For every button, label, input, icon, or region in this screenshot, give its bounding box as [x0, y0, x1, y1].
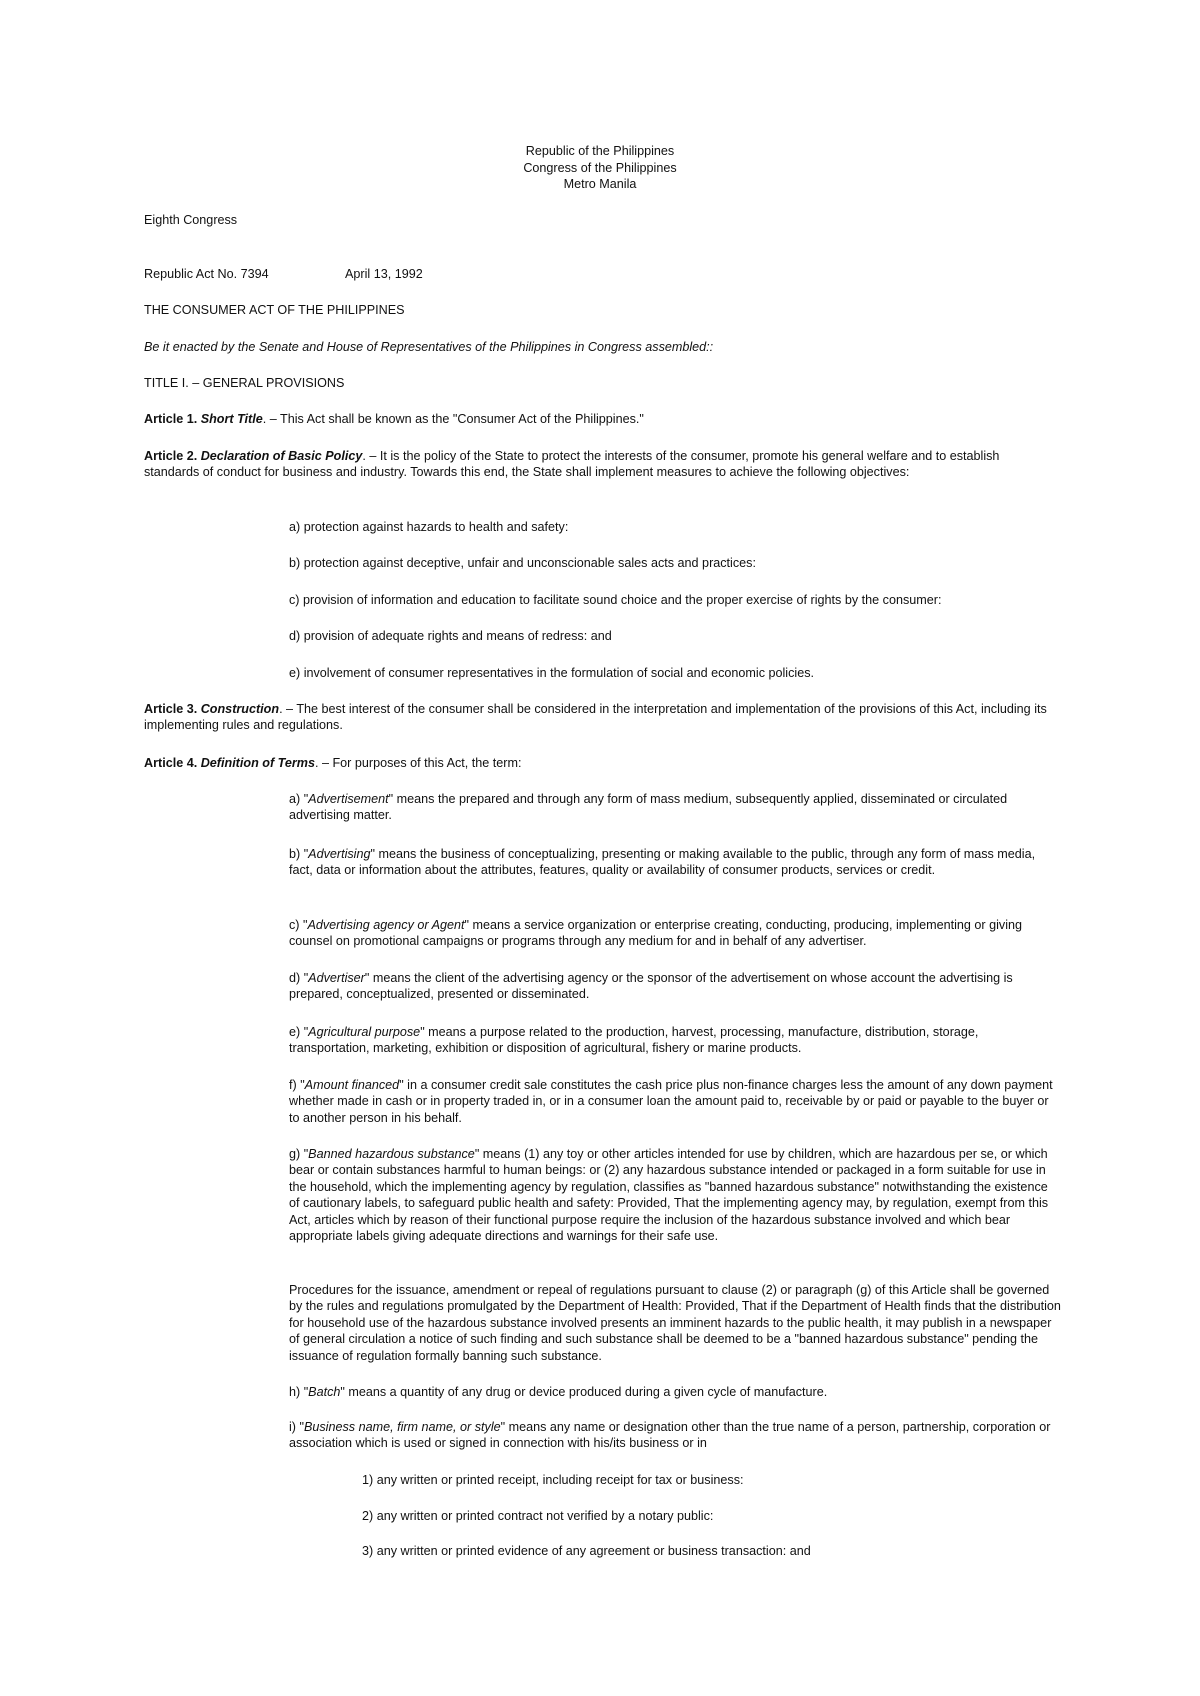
- article-1-text: . – This Act shall be known as the "Consumer Act of the Philippines.": [262, 412, 644, 426]
- definition-b: [289, 846, 1061, 879]
- article-2-item-b: b) protection against deceptive, unfair and unconscionable sales acts and practices:: [289, 556, 756, 570]
- definition-g-prefix: g) ": [289, 1147, 309, 1161]
- definition-g-procedures: [289, 1282, 1061, 1364]
- article-3: [144, 701, 1056, 734]
- definition-f-text: " in a consumer credit sale constitutes the cash price plus non-finance charges less the amount of any down payment whether made in cash or in property traded in, or in a consumer loan the amount paid to, receivable by or paid or payable to the buyer or to another person in his behalf.: [289, 1078, 1053, 1125]
- definition-f: [289, 1077, 1061, 1126]
- title-heading: TITLE I. – GENERAL PROVISIONS: [144, 376, 345, 390]
- definition-i-text: " means any name or designation other than the true name of a person, partnership, corporation or association which is used or signed in connection with his/its business or in: [289, 1420, 1051, 1451]
- enacting-clause: Be it enacted by the Senate and House of Representatives of the Philippines in Congress assembled::: [144, 340, 714, 354]
- definition-a: [289, 791, 1061, 824]
- article-3-label: Article 3.: [144, 702, 198, 716]
- act-date: April 13, 1992: [345, 267, 423, 281]
- definition-b-prefix: b) ": [289, 847, 309, 861]
- act-number: Republic Act No. 7394: [144, 267, 269, 281]
- definition-d-prefix: d) ": [289, 971, 309, 985]
- definition-d-term: Advertiser: [308, 971, 365, 985]
- definition-i-subitem-1: 1) any written or printed receipt, including receipt for tax or business:: [362, 1473, 744, 1487]
- definition-c-text: " means a service organization or enterprise creating, conducting, producing, implementing or giving counsel on promotional campaigns or programs through any medium for and in behalf of any advertiser.: [289, 918, 1023, 949]
- definition-h-prefix: h) ": [289, 1385, 309, 1399]
- definition-e-prefix: e) ": [289, 1025, 309, 1039]
- definition-g-text: " means (1) any toy or other articles intended for use by children, which are hazardous per se, or which bear or contain substances harmful to human beings: or (2) any hazardous substance intended or packaged in a form suitable for use in the household, which the implementing agency by regulation, classifies as "banned hazardous substance" notwithstanding the existence of cautionary labels, to safeguard public health and safety: Provided, That the implementing agency may, by regulation, exempt from this Act, articles which by reason of their functional purpose require the inclusion of the hazardous substance involved and which bear appropriate labels giving adequate directions and warnings for their safe use.: [289, 1147, 1049, 1244]
- definition-d: [289, 970, 1061, 1003]
- definition-i-prefix: i) ": [289, 1420, 304, 1434]
- article-2-item-a: a) protection against hazards to health and safety:: [289, 520, 569, 534]
- definition-d-text: " means the client of the advertising agency or the sponsor of the advertisement on whose account the advertising is prepared, conceptualized, presented or disseminated.: [289, 971, 1013, 1002]
- definition-c-prefix: c) ": [289, 918, 308, 932]
- definition-e-term: Agricultural purpose: [308, 1025, 421, 1039]
- definition-b-term: Advertising: [308, 847, 371, 861]
- definition-c-term: Advertising agency or Agent: [307, 918, 465, 932]
- article-2-item-c: c) provision of information and education to facilitate sound choice and the proper exercise of rights by the consumer:: [289, 593, 942, 607]
- header-line-location: Metro Manila: [563, 177, 637, 191]
- congress-label: Eighth Congress: [144, 213, 238, 227]
- article-2-label: Article 2.: [144, 449, 198, 463]
- header-line-republic: Republic of the Philippines: [525, 144, 675, 158]
- definition-a-prefix: a) ": [289, 792, 309, 806]
- article-4-label: Article 4.: [144, 756, 198, 770]
- article-4-heading: Definition of Terms: [200, 756, 315, 770]
- article-3-heading: Construction: [200, 702, 280, 716]
- definition-h: [289, 1384, 1061, 1400]
- article-4: [144, 755, 1056, 771]
- definition-i-term: Business name, firm name, or style: [303, 1420, 501, 1434]
- definition-f-term: Amount financed: [304, 1078, 400, 1092]
- article-2-item-d: d) provision of adequate rights and means of redress: and: [289, 629, 612, 643]
- article-1: [144, 411, 1056, 427]
- definition-g: [289, 1146, 1061, 1244]
- article-2-text: . – It is the policy of the State to protect the interests of the consumer, promote his general welfare and to establish standards of conduct for business and industry. Towards this end, the State shall implement measures to achieve the following objectives:: [144, 449, 1000, 480]
- definition-c: [289, 917, 1061, 950]
- definition-h-term: Batch: [308, 1385, 341, 1399]
- definition-e: [289, 1024, 1061, 1057]
- definition-g-procedures-text: Procedures for the issuance, amendment or repeal of regulations pursuant to clause (2) or paragraph (g) of this Article shall be governed by the rules and regulations promulgated by the Department of Health: Provided, That if the Department of Health finds that the distribution for household use of the hazardous substance involved presents an imminent hazards to the public health, it may publish in a newspaper of general circulation a notice of such finding and such substance shall be deemed to be a "banned hazardous substance" pending the issuance of regulation formally banning such substance.: [289, 1283, 1061, 1363]
- article-2-heading: Declaration of Basic Policy: [200, 449, 363, 463]
- definition-a-text: " means the prepared and through any form of mass medium, subsequently applied, disseminated or circulated advertising matter.: [289, 792, 1008, 823]
- definition-h-text: " means a quantity of any drug or device produced during a given cycle of manufacture.: [340, 1385, 828, 1399]
- article-1-label: Article 1.: [144, 412, 198, 426]
- definition-e-text: " means a purpose related to the production, harvest, processing, manufacture, distribution, storage, transportation, marketing, exhibition or disposition of agricultural, fishery or marine products.: [289, 1025, 979, 1056]
- definition-i: [289, 1419, 1061, 1452]
- article-4-text: . – For purposes of this Act, the term:: [314, 756, 522, 770]
- header-line-congress: Congress of the Philippines: [523, 161, 677, 175]
- article-2: [144, 448, 1056, 481]
- article-1-heading: Short Title: [200, 412, 263, 426]
- act-title: THE CONSUMER ACT OF THE PHILIPPINES: [144, 303, 405, 317]
- definition-i-subitem-3: 3) any written or printed evidence of any agreement or business transaction: and: [362, 1544, 811, 1558]
- definition-i-subitem-2: 2) any written or printed contract not verified by a notary public:: [362, 1509, 714, 1523]
- article-3-text: . – The best interest of the consumer shall be considered in the interpretation and implementation of the provisions of this Act, including its implementing rules and regulations.: [144, 702, 1047, 733]
- definition-b-text: " means the business of conceptualizing, presenting or making available to the public, through any form of mass media, fact, data or information about the attributes, features, quality or availability of consumer products, services or credit.: [289, 847, 1036, 878]
- definition-a-term: Advertisement: [308, 792, 389, 806]
- definition-g-term: Banned hazardous substance: [308, 1147, 475, 1161]
- article-2-item-e: e) involvement of consumer representatives in the formulation of social and economic policies.: [289, 666, 815, 680]
- definition-f-prefix: f) ": [289, 1078, 305, 1092]
